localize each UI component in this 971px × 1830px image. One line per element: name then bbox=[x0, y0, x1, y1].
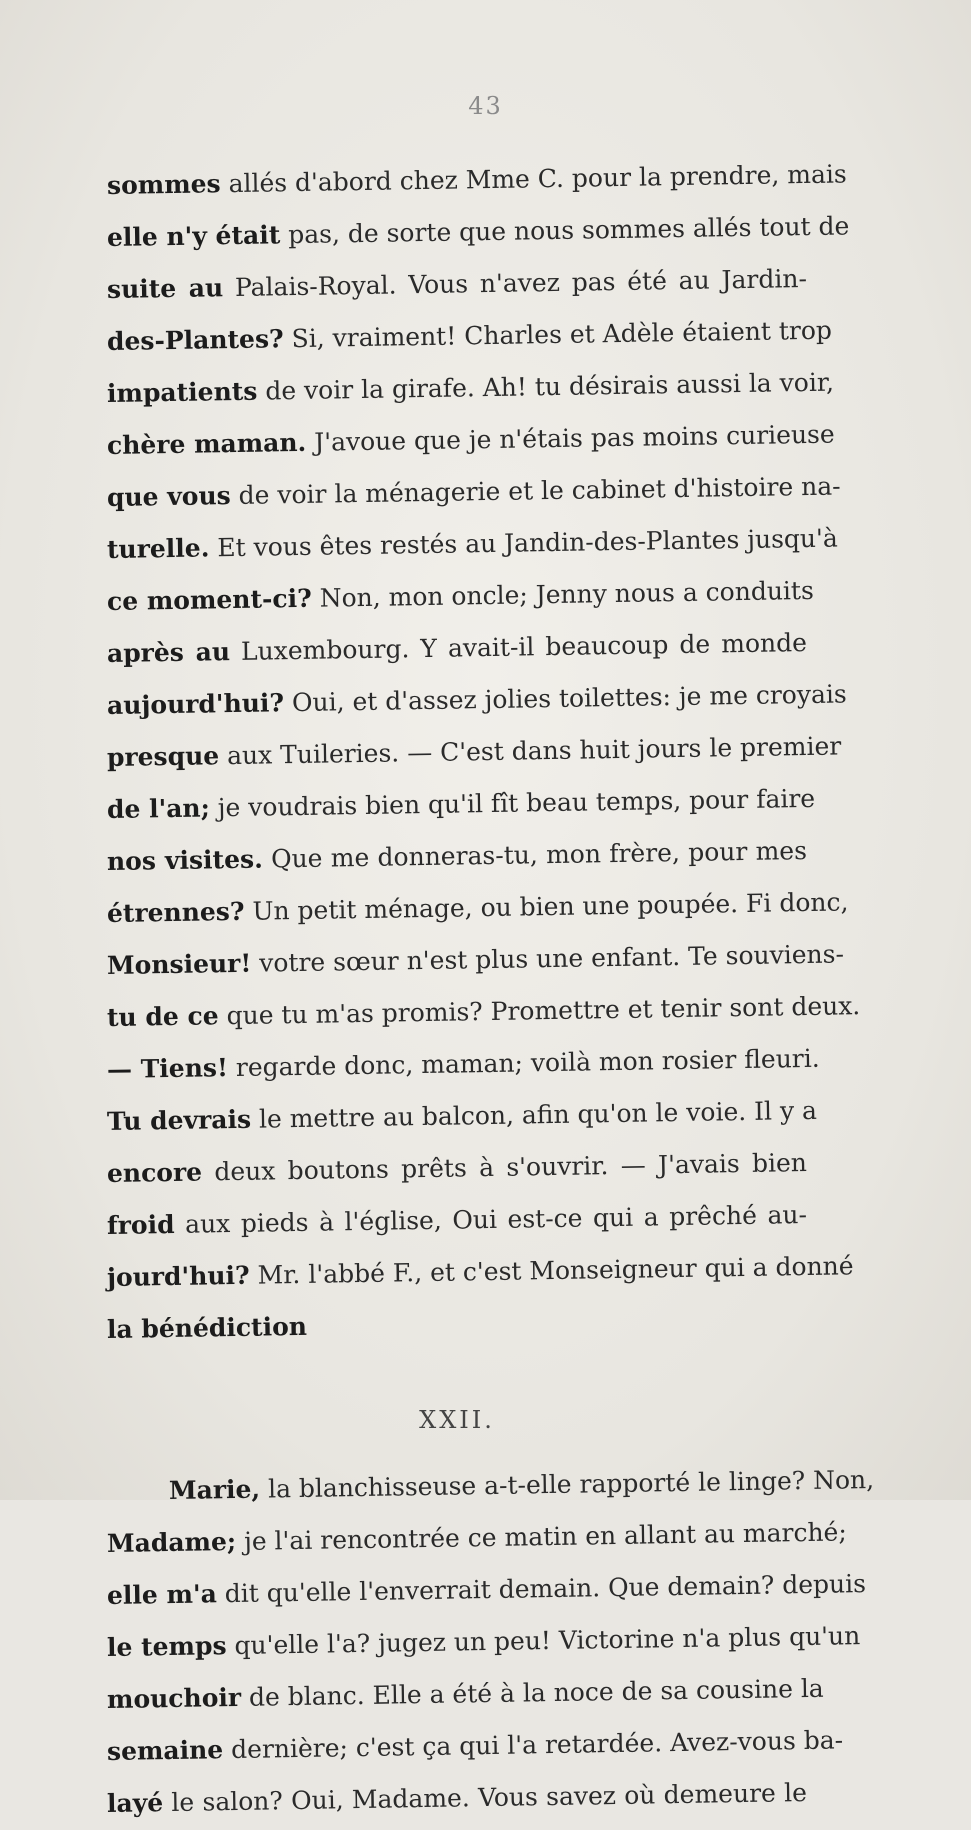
text-line: des-Plantes? Si, vraiment! Charles et Adèle étaient trop bbox=[106, 315, 833, 356]
text-line: jourd'hui? Mr. l'abbé F., et c'est Monseigneur qui a donné bbox=[106, 1251, 854, 1292]
page-text bbox=[106, 159, 875, 1830]
paragraph-2 bbox=[106, 1464, 875, 1830]
text-line: encore deux boutons prêts à s'ouvrir. — J'avais bien bbox=[106, 1148, 808, 1188]
text-line: le temps qu'elle l'a? jugez un peu! Victorine n'a plus qu'un bbox=[106, 1621, 861, 1662]
text-line: layé le salon? Oui, Madame. Vous savez où demeure le bbox=[106, 1778, 808, 1818]
text-line: ce moment-ci? Non, mon oncle; Jenny nous a conduits bbox=[106, 575, 815, 616]
text-line: turelle. Et vous êtes restés au Jandin-des-Plantes jusqu'à bbox=[106, 523, 839, 564]
text-line: Madame; je l'ai rencontrée ce matin en allant au marché; bbox=[106, 1517, 847, 1558]
text-line: de l'an; je voudrais bien qu'il fît beau temps, pour faire bbox=[106, 783, 816, 824]
text-line: — Tiens! regarde donc, maman; voilà mon rosier fleuri. bbox=[106, 1043, 820, 1084]
text-line: Tu devrais le mettre au balcon, afin qu'on le voie. Il y a bbox=[106, 1095, 818, 1136]
text-line: froid aux pieds à l'église, Oui est-ce qui a prêché au- bbox=[106, 1200, 808, 1240]
text-line: aujourd'hui? Oui, et d'assez jolies toilettes: je me croyais bbox=[106, 679, 847, 720]
text-line: étrennes? Un petit ménage, ou bien une poupée. Fi donc, bbox=[106, 887, 849, 928]
text-line: semaine dernière; c'est ça qui l'a retardée. Avez-vous ba- bbox=[106, 1725, 844, 1766]
text-line: Marie, la blanchisseuse a-t-elle rapporté le linge? Non, bbox=[168, 1464, 875, 1506]
paragraph-1 bbox=[106, 159, 861, 1356]
text-line: suite au Palais-Royal. Vous n'avez pas été au Jardin- bbox=[106, 264, 808, 304]
text-line: elle n'y était pas, de sorte que nous sommes allés tout de bbox=[106, 211, 850, 252]
page-number: 43 bbox=[468, 92, 503, 120]
text-line: que vous de voir la ménagerie et le cabinet d'histoire na- bbox=[106, 471, 841, 512]
section-heading: XXII. bbox=[419, 1406, 495, 1434]
text-line: mouchoir de blanc. Elle a été à la noce de sa cousine la bbox=[106, 1673, 824, 1714]
text-line: nos visites. Que me donneras-tu, mon frère, pour mes bbox=[106, 836, 808, 876]
text-line: impatients de voir la girafe. Ah! tu désirais aussi la voir, bbox=[106, 367, 835, 408]
text-line: Monsieur! votre sœur n'est plus une enfant. Te souviens- bbox=[106, 939, 845, 980]
text-line: elle m'a dit qu'elle l'enverrait demain. Que demain? depuis bbox=[106, 1569, 867, 1610]
text-line: tu de ce que tu m'as promis? Promettre et tenir sont deux. bbox=[106, 991, 861, 1032]
text-line: sommes allés d'abord chez Mme C. pour la prendre, mais bbox=[106, 159, 847, 200]
text-line: la bénédiction bbox=[106, 1311, 308, 1344]
text-line: chère maman. J'avoue que je n'étais pas moins curieuse bbox=[106, 419, 835, 460]
text-line: presque aux Tuileries. — C'est dans huit jours le premier bbox=[106, 731, 842, 772]
text-line: après au Luxembourg. Y avait-il beaucoup de monde bbox=[106, 628, 808, 668]
